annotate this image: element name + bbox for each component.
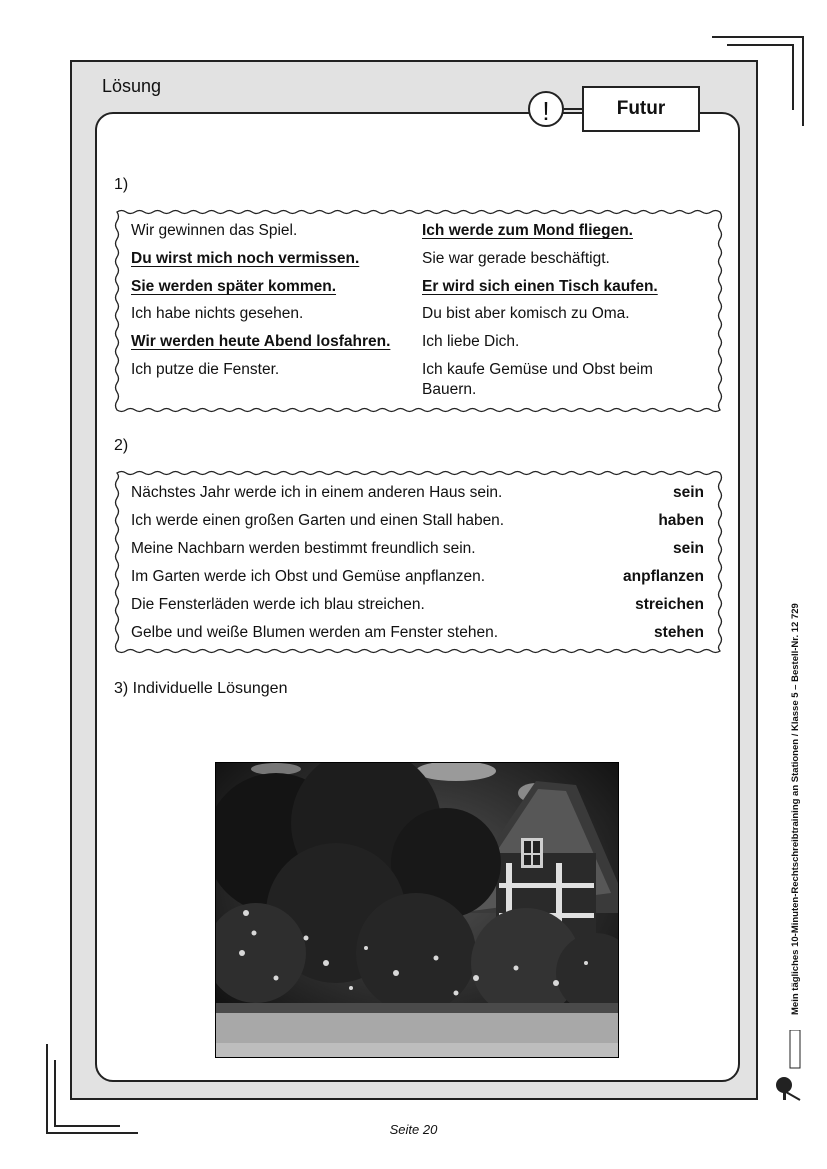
cottage-illustration: [216, 763, 618, 1057]
task-2-sentence-5: Die Fensterläden werde ich blau streichen.: [131, 596, 425, 613]
task-3-text: 3) Individuelle Lösungen: [114, 680, 288, 697]
topic-title: Futur: [582, 86, 700, 132]
page-number: Seite 20: [389, 1122, 438, 1137]
answer-5: streichen: [635, 596, 704, 613]
section-label: Lösung: [102, 76, 162, 96]
task-1-right-3: Er wird sich einen Tisch kaufen.: [422, 278, 658, 295]
answer-4: anpflanzen: [623, 568, 704, 585]
task-1-left-4: Ich habe nichts gesehen.: [131, 305, 304, 322]
task-1-left-3: Sie werden später kommen.: [131, 278, 337, 295]
publisher-logo-icon: [774, 1030, 802, 1102]
task-1-right-6: Ich kaufe Gemüse und Obst beim: [422, 361, 653, 378]
task-1-right-6-cont: Bauern.: [422, 381, 477, 398]
task-2-sentence-4: Im Garten werde ich Obst und Gemüse anpflanzen.: [131, 568, 486, 585]
corner-line: [46, 1044, 48, 1134]
task-1-right-1: Ich werde zum Mond fliegen.: [422, 222, 633, 239]
cottage-photo: [215, 762, 619, 1058]
connector-line: [564, 108, 584, 110]
task-1-left-6: Ich putze die Fenster.: [131, 361, 280, 378]
corner-line: [802, 36, 804, 126]
task-2-sentence-3: Meine Nachbarn werden bestimmt freundlich sein.: [131, 540, 476, 557]
task-1-left-5: Wir werden heute Abend losfahren.: [131, 333, 391, 350]
task-2-sentence-2: Ich werde einen großen Garten und einen Stall haben.: [131, 512, 505, 529]
answer-1: sein: [672, 484, 704, 501]
answer-2: haben: [658, 512, 704, 529]
corner-line: [727, 44, 793, 46]
task-1-left-1: Wir gewinnen das Spiel.: [131, 222, 298, 239]
task-1-right-2: Sie war gerade beschäftigt.: [422, 250, 610, 267]
exclamation-icon: !: [528, 91, 564, 127]
task-1-right-4: Du bist aber komisch zu Oma.: [422, 305, 630, 322]
task-2-sentence-6: Gelbe und weiße Blumen werden am Fenster stehen.: [131, 624, 499, 641]
corner-line: [712, 36, 804, 38]
answer-3: sein: [672, 540, 704, 557]
task-1-left-2: Du wirst mich noch vermissen.: [131, 250, 360, 267]
side-order-info: Mein tägliches 10-Minuten-Rechtschreibtraining an Stationen / Klasse 5 – Bestell-Nr. 12 729: [790, 603, 801, 1015]
task-2-number: 2): [114, 437, 129, 454]
corner-line: [792, 44, 794, 110]
corner-line: [54, 1060, 56, 1126]
task-2-sentence-1: Nächstes Jahr werde ich in einem anderen Haus sein.: [131, 484, 503, 501]
task-1-number: 1): [114, 176, 129, 193]
answer-6: stehen: [654, 624, 704, 641]
task-1-right-5: Ich liebe Dich.: [422, 333, 520, 350]
